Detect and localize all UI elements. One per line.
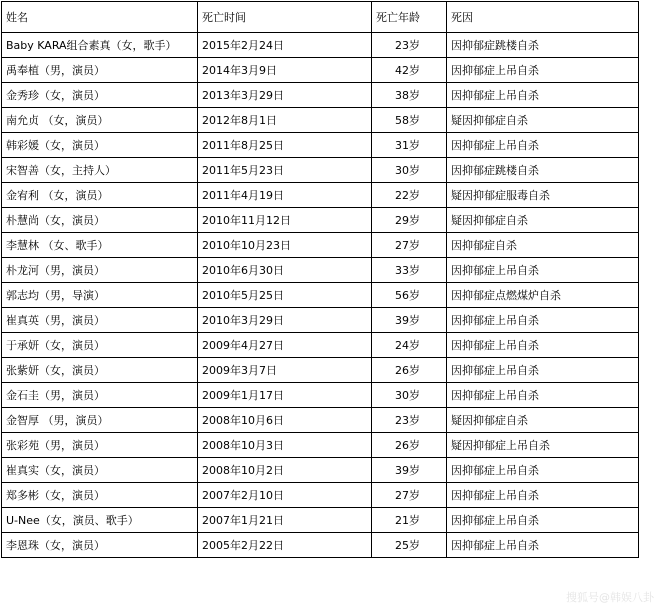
cell-death-date: 2008年10月6日 (198, 408, 372, 433)
cell-cause: 因抑郁症上吊自杀 (447, 358, 639, 383)
cell-death-date: 2009年1月17日 (198, 383, 372, 408)
cell-name: 崔真实（女，演员） (2, 458, 198, 483)
cell-cause: 疑因抑郁症服毒自杀 (447, 183, 639, 208)
cell-death-age: 56岁 (372, 283, 447, 308)
cell-death-age: 25岁 (372, 533, 447, 558)
cell-death-age: 27岁 (372, 233, 447, 258)
table-row (2, 183, 639, 208)
cell-death-age: 21岁 (372, 508, 447, 533)
cell-name: U-Nee（女，演员、歌手） (2, 508, 198, 533)
cell-cause: 因抑郁症跳楼自杀 (447, 158, 639, 183)
table-row (2, 533, 639, 558)
cell-death-date: 2014年3月9日 (198, 58, 372, 83)
cell-death-date: 2010年3月29日 (198, 308, 372, 333)
header-death-age: 死亡年龄 (372, 2, 447, 33)
cell-death-age: 29岁 (372, 208, 447, 233)
header-name: 姓名 (2, 2, 198, 33)
cell-cause: 因抑郁症上吊自杀 (447, 258, 639, 283)
cell-death-age: 23岁 (372, 408, 447, 433)
cell-death-age: 30岁 (372, 383, 447, 408)
cell-name: 李恩珠（女，演员） (2, 533, 198, 558)
table-row (2, 358, 639, 383)
cell-cause: 因抑郁症上吊自杀 (447, 83, 639, 108)
cell-death-date: 2012年8月1日 (198, 108, 372, 133)
cell-name: 南允贞 （女，演员） (2, 108, 198, 133)
cell-death-date: 2008年10月3日 (198, 433, 372, 458)
table-row (2, 33, 639, 58)
cell-name: 禹奉植（男，演员） (2, 58, 198, 83)
table-row (2, 58, 639, 83)
header-cause: 死因 (447, 2, 639, 33)
table-row (2, 458, 639, 483)
deaths-table (1, 1, 639, 558)
cell-death-date: 2010年11月12日 (198, 208, 372, 233)
table-row (2, 308, 639, 333)
cell-death-date: 2011年8月25日 (198, 133, 372, 158)
cell-cause: 因抑郁症上吊自杀 (447, 308, 639, 333)
cell-name: 崔真英（男，演员） (2, 308, 198, 333)
table-row (2, 133, 639, 158)
table-row (2, 208, 639, 233)
cell-death-date: 2009年4月27日 (198, 333, 372, 358)
cell-cause: 因抑郁症上吊自杀 (447, 483, 639, 508)
table-header-row (2, 2, 639, 33)
cell-death-age: 31岁 (372, 133, 447, 158)
cell-cause: 因抑郁症自杀 (447, 233, 639, 258)
cell-death-age: 23岁 (372, 33, 447, 58)
table-row (2, 433, 639, 458)
cell-death-age: 24岁 (372, 333, 447, 358)
cell-death-age: 39岁 (372, 458, 447, 483)
cell-name: 郑多彬（女，演员） (2, 483, 198, 508)
cell-cause: 因抑郁症上吊自杀 (447, 383, 639, 408)
cell-cause: 因抑郁症上吊自杀 (447, 58, 639, 83)
cell-death-date: 2010年10月23日 (198, 233, 372, 258)
table-row (2, 508, 639, 533)
table-row (2, 483, 639, 508)
cell-cause: 疑因抑郁症上吊自杀 (447, 433, 639, 458)
table-row (2, 383, 639, 408)
table-row (2, 158, 639, 183)
table-row (2, 83, 639, 108)
cell-cause: 因抑郁症上吊自杀 (447, 333, 639, 358)
cell-cause: 疑因抑郁症自杀 (447, 408, 639, 433)
cell-cause: 因抑郁症上吊自杀 (447, 458, 639, 483)
cell-death-age: 27岁 (372, 483, 447, 508)
cell-cause: 因抑郁症点燃煤炉自杀 (447, 283, 639, 308)
cell-death-date: 2009年3月7日 (198, 358, 372, 383)
table-row (2, 408, 639, 433)
cell-name: 金宥利 （女，演员） (2, 183, 198, 208)
cell-cause: 疑因抑郁症自杀 (447, 208, 639, 233)
cell-name: 金石圭（男，演员） (2, 383, 198, 408)
cell-name: 金智厚 （男，演员） (2, 408, 198, 433)
cell-death-date: 2015年2月24日 (198, 33, 372, 58)
table-row (2, 258, 639, 283)
cell-death-date: 2007年2月10日 (198, 483, 372, 508)
cell-death-age: 30岁 (372, 158, 447, 183)
cell-cause: 因抑郁症上吊自杀 (447, 133, 639, 158)
cell-cause: 因抑郁症上吊自杀 (447, 533, 639, 558)
cell-death-age: 26岁 (372, 358, 447, 383)
cell-death-date: 2010年6月30日 (198, 258, 372, 283)
table-row (2, 233, 639, 258)
cell-death-age: 33岁 (372, 258, 447, 283)
cell-death-age: 39岁 (372, 308, 447, 333)
cell-death-date: 2011年5月23日 (198, 158, 372, 183)
cell-death-age: 22岁 (372, 183, 447, 208)
cell-name: 宋智善（女，主持人） (2, 158, 198, 183)
cell-death-date: 2005年2月22日 (198, 533, 372, 558)
cell-name: 于承妍（女，演员） (2, 333, 198, 358)
cell-name: 朴慧尚（女，演员） (2, 208, 198, 233)
table-row (2, 108, 639, 133)
cell-cause: 疑因抑郁症自杀 (447, 108, 639, 133)
cell-death-date: 2007年1月21日 (198, 508, 372, 533)
cell-death-date: 2010年5月25日 (198, 283, 372, 308)
header-death-date: 死亡时间 (198, 2, 372, 33)
cell-name: Baby KARA组合素真（女，歌手） (2, 33, 198, 58)
cell-death-date: 2008年10月2日 (198, 458, 372, 483)
cell-name: 郭志均（男，导演） (2, 283, 198, 308)
cell-cause: 因抑郁症上吊自杀 (447, 508, 639, 533)
watermark: 搜狐号@韩娱八卦 (566, 591, 654, 604)
cell-death-age: 58岁 (372, 108, 447, 133)
cell-name: 张彩苑（男，演员） (2, 433, 198, 458)
cell-death-date: 2011年4月19日 (198, 183, 372, 208)
table-row (2, 283, 639, 308)
cell-name: 金秀珍（女，演员） (2, 83, 198, 108)
cell-death-age: 38岁 (372, 83, 447, 108)
cell-death-age: 26岁 (372, 433, 447, 458)
table-row (2, 333, 639, 358)
cell-cause: 因抑郁症跳楼自杀 (447, 33, 639, 58)
cell-death-date: 2013年3月29日 (198, 83, 372, 108)
cell-name: 韩彩媛（女，演员） (2, 133, 198, 158)
cell-name: 朴龙河（男，演员） (2, 258, 198, 283)
cell-name: 李慧林 （女、歌手） (2, 233, 198, 258)
cell-death-age: 42岁 (372, 58, 447, 83)
cell-name: 张紫妍（女，演员） (2, 358, 198, 383)
document-table-wrapper (1, 1, 639, 558)
